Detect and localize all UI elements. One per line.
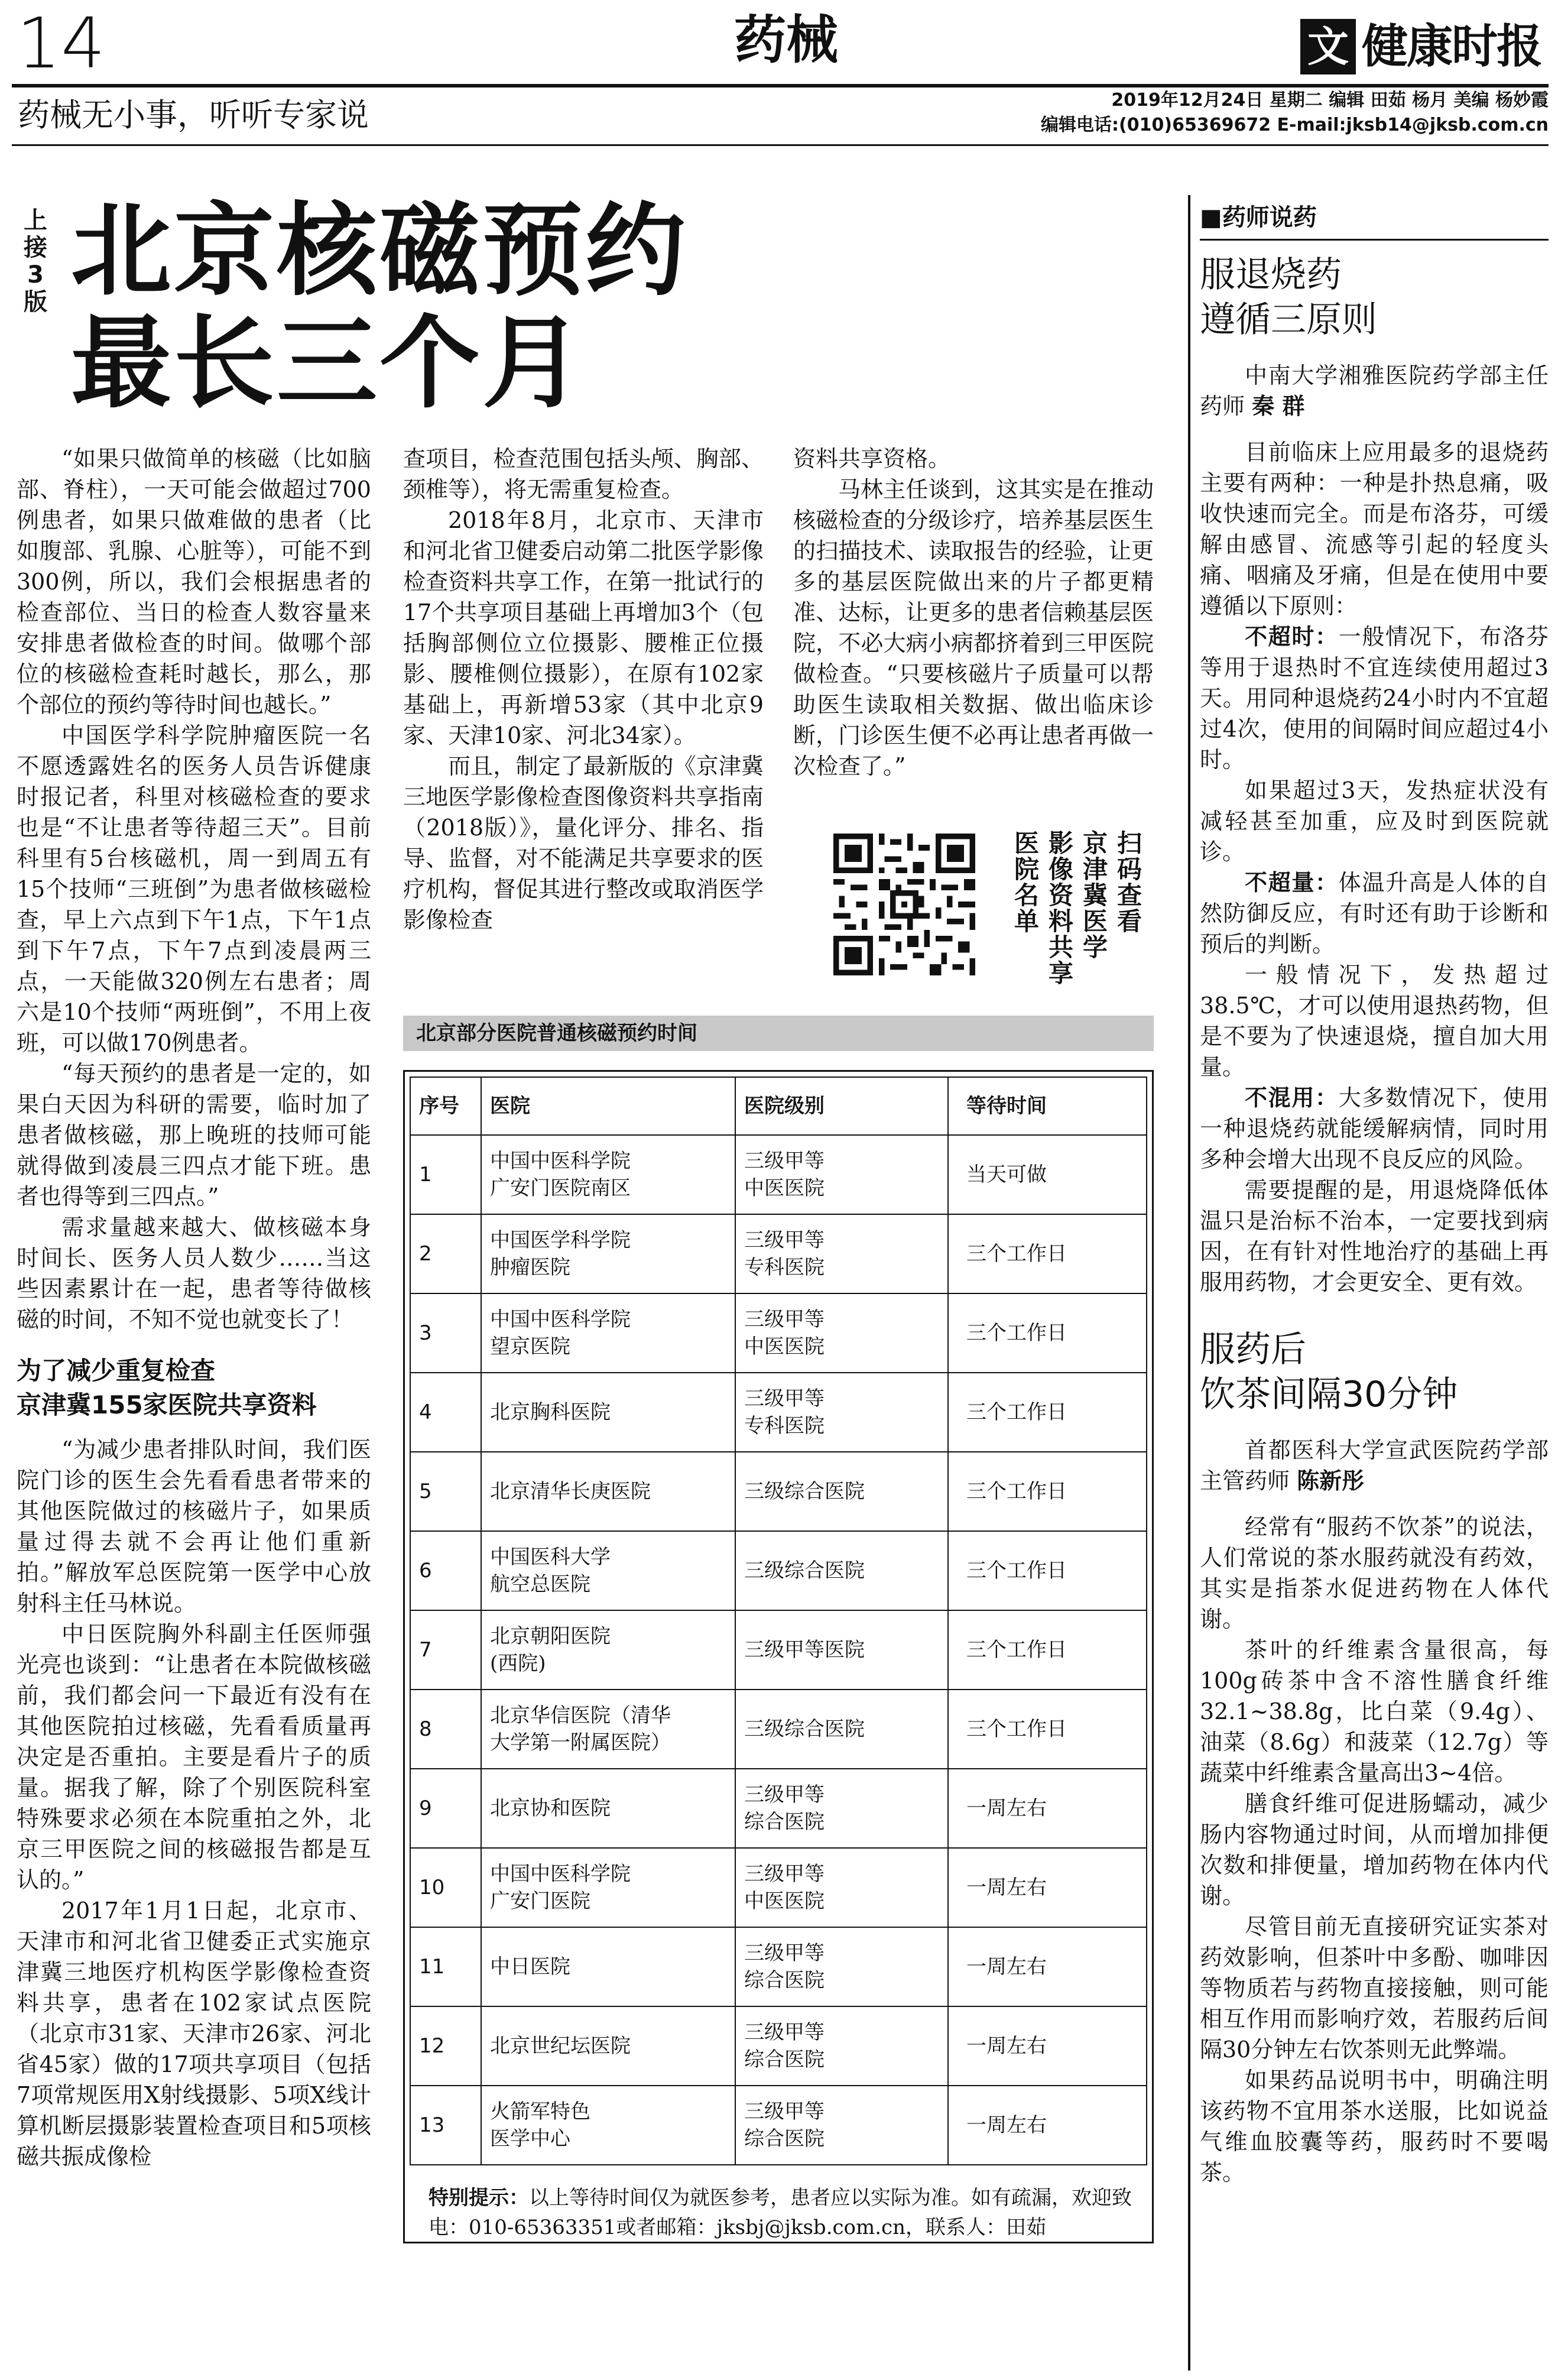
cell-wait: 一周左右	[948, 1769, 1147, 1848]
hospital-level-line: 综合医院	[744, 2127, 825, 2151]
header-level: 医院级别	[735, 1077, 948, 1135]
hospital-name-line: 中国中医科学院	[490, 1149, 631, 1173]
article-paragraph: “如果只做简单的核磁（比如脑部、脊柱），一天可能会做超过700例患者，如果只做难做的患者（比如腹部、乳腺、心脏等），可能不到300例，所以，我们会根据患者的检查部位、当日的检查人数容量来安排患者做检查的时间。做哪个部位的核磁检查耗时越长，那么，那个部位的预约等待时间也越长。”	[17, 446, 371, 718]
article-paragraph	[1200, 867, 1549, 959]
cell-level	[735, 1769, 948, 1848]
cell-wait: 三个工作日	[948, 1452, 1147, 1531]
cell-wait: 三个工作日	[948, 1690, 1147, 1769]
hospital-level-line: 三级甲等	[744, 2100, 825, 2123]
hospital-name-line: 航空总医院	[490, 1572, 590, 1596]
hospital-name-line: 北京协和医院	[490, 1797, 611, 1820]
hospital-level-line: 专科医院	[744, 1414, 825, 1438]
hospital-level-line: 三级甲等	[744, 1862, 825, 1886]
cell-wait: 三个工作日	[948, 1373, 1147, 1452]
hospital-name-line: 中国医学科学院	[490, 1228, 631, 1252]
hospital-level-line: 三级甲等	[744, 1941, 825, 1965]
cell-hospital	[481, 1848, 735, 1927]
article-paragraph: 目前临床上应用最多的退烧药主要有两种：一种是扑热息痛，吸收快速而完全。而是布洛芬，可缓解由感冒、流感等引起的轻度头痛、咽痛及牙痛，但是在使用中要遵循以下原则：	[1200, 439, 1549, 619]
cell-level	[735, 1452, 948, 1531]
hospital-name-line: (西院)	[490, 1652, 546, 1675]
table-row	[410, 1373, 1147, 1452]
hospital-level-line: 三级甲等	[744, 1783, 825, 1807]
subhead-line-1: 为了减少重复检查	[17, 1356, 216, 1385]
cell-level	[735, 2006, 948, 2086]
article-paragraph: 查项目，检查范围包括头颅、胸部、颈椎等），将无需重复检查。	[403, 446, 764, 502]
table-row	[410, 1769, 1147, 1848]
cell-hospital	[481, 1610, 735, 1690]
cell-wait: 三个工作日	[948, 1214, 1147, 1293]
cell-hospital	[481, 1293, 735, 1373]
hospital-name-line: 广安门医院	[490, 1889, 590, 1913]
article-paragraph: “每天预约的患者是一定的，如果白天因为科研的需要，临时加了患者做核磁，那上晚班的技师可能就得做到凌晨三四点才能下班。患者也得等到三四点。”	[17, 1061, 371, 1210]
table-row	[410, 1848, 1147, 1927]
article-paragraph: 2018年8月，北京市、天津市和河北省卫健委启动第二批医学影像检查资料共享工作，在第一批试行的17个共享项目基础上再增加3个（包括胸部侧位立位摄影、腰椎正位摄影、腰椎侧位摄影），在原有102家基础上，再新增53家（其中北京9家、天津10家、河北34家）。	[403, 507, 764, 748]
cell-wait: 一周左右	[948, 1848, 1147, 1927]
continued-from-page-mark	[18, 207, 53, 316]
pharmacist-column	[1200, 201, 1549, 2188]
qr-code-icon[interactable]	[833, 834, 975, 975]
cell-wait: 一周左右	[948, 1927, 1147, 2006]
article-paragraph: 经常有“服药不饮茶”的说法，人们常说的茶水服药就没有药效，其实是指茶水促进药物在人体代谢。	[1200, 1514, 1549, 1632]
table-row	[410, 1135, 1147, 1214]
article-paragraph: 2017年1月1日起，北京市、天津市和河北省卫健委正式实施京津冀三地医疗机构医学影像检查资料共享，患者在102家试点医院（北京市31家、天津市26家、河北省45家）做的17项共享项目（包括7项常规医用X射线摄影、5项X线计算机断层摄影装置检查项目和5项核磁共振成像检	[17, 1898, 371, 2170]
cell-wait: 一周左右	[948, 2006, 1147, 2086]
hospital-name-line: 中国医科大学	[490, 1545, 611, 1569]
table-header-row	[410, 1077, 1147, 1135]
article-1-title	[1200, 252, 1549, 342]
paragraph-text: 体温升高是人体的自然防御反应，有时还有助于诊断和预后的判断。	[1200, 870, 1549, 957]
masthead-rule-lower	[12, 144, 1549, 146]
paragraph-text: 一般情况下，布洛芬等用于退热时不宜连续使用超过3天。用同种退烧药24小时内不宜超过4次，使用的间隔时间应超过4小时。	[1200, 624, 1549, 773]
continued-char: 版	[24, 288, 47, 316]
article-subhead	[17, 1354, 371, 1422]
article-paragraph: 中国医学科学院肿瘤医院一名不愿透露姓名的医务人员告诉健康时报记者，科里对核磁检查的要求也是“不让患者等待超三天”。目前科里有5台核磁机，周一到周五有15个技师“三班倒”为患者做核磁检查，早上六点到下午1点，下午1点到下午7点，下午7点到凌晨两三点，一天能做320例左右患者；周六是10个技师“两班倒”，不用上夜班，可以做170例患者。	[17, 722, 371, 1056]
cell-hospital	[481, 2086, 735, 2165]
article-2-title-line-2: 饮茶间隔30分钟	[1200, 1374, 1458, 1415]
cell-number: 1	[410, 1135, 481, 1214]
qr-caption-col-4: 医院名单	[1014, 829, 1039, 936]
qr-caption-col-2: 京津冀医学	[1082, 829, 1108, 962]
hospital-level-line: 三级甲等医院	[744, 1638, 865, 1662]
table-frame	[403, 1070, 1154, 2243]
date-editor-line: 2019年12月24日 星期二 编辑 田茹 杨月 美编 杨妙霞	[1111, 90, 1549, 111]
hospital-level-line: 三级甲等	[744, 2021, 825, 2044]
subhead-line-2: 京津冀155家医院共享资料	[17, 1390, 317, 1419]
cell-number: 3	[410, 1293, 481, 1373]
table-row	[410, 2086, 1147, 2165]
article-paragraph: 马林主任谈到，这其实是在推动核磁检查的分级诊疗，培养基层医生的扫描技术、读取报告的经验，让更多的基层医院做出来的片子都更精准、达标，让更多的患者信赖基层医院，不必大病小病都挤着到三甲医院做检查。“只要核磁片子质量可以帮助医生读取相关数据、做出临床诊断，门诊医生便不必再让患者再做一次检查了。”	[793, 476, 1154, 779]
hospital-level-line: 中医医院	[744, 1176, 825, 1200]
cell-number: 4	[410, 1373, 481, 1452]
byline-affiliation: 中南大学湘雅医院药学部主任药师	[1200, 362, 1549, 419]
main-headline	[71, 195, 688, 420]
table-row	[410, 1690, 1147, 1769]
article-paragraph: 如果药品说明书中，明确注明该药物不宜用茶水送服，比如说益气维血胶囊等药，服药时不要喝茶。	[1200, 2067, 1549, 2186]
hospital-name-line: 大学第一附属医院）	[490, 1731, 671, 1755]
headline-line-1: 北京核磁预约	[71, 193, 689, 310]
header-hospital: 医院	[481, 1077, 735, 1135]
cell-hospital	[481, 2006, 735, 2086]
cell-wait: 三个工作日	[948, 1610, 1147, 1690]
newspaper-logo	[1300, 19, 1549, 78]
hospital-level-line: 三级综合医院	[744, 1717, 865, 1741]
article-1-byline	[1200, 360, 1549, 421]
mri-wait-table	[410, 1076, 1147, 2165]
article-column-3	[793, 443, 1154, 782]
byline-author: 秦 群	[1252, 393, 1305, 419]
hospital-level-line: 三级综合医院	[744, 1480, 865, 1503]
cell-wait: 三个工作日	[948, 1293, 1147, 1373]
right-column-divider	[1188, 195, 1190, 2371]
hospital-name-line: 中日医院	[490, 1955, 570, 1979]
column-kicker: ■药师说药	[1200, 201, 1549, 241]
hospital-level-line: 三级甲等	[744, 1387, 825, 1411]
table-row	[410, 1927, 1147, 2006]
hospital-level-line: 三级甲等	[744, 1228, 825, 1252]
qr-caption-col-1: 扫码查看	[1116, 829, 1142, 936]
page-number: 14	[17, 2, 106, 84]
article-paragraph: 而且，制定了最新版的《京津冀三地医学影像检查图像资料共享指南（2018版）》，量化评分、排名、指导、监督，对不能满足共享要求的医疗机构，督促其进行整改或取消医学影像检查	[403, 753, 764, 933]
keyword: 不超时：	[1245, 624, 1339, 650]
continued-char: 3	[27, 261, 44, 288]
hospital-name-line: 广安门医院南区	[490, 1176, 631, 1200]
cell-hospital	[481, 1214, 735, 1293]
article-paragraph: 需求量越来越大、做核磁本身时间长、医务人员人数少……当这些因素累计在一起，患者等待做核磁的时间，不知不觉也就变长了！	[17, 1214, 371, 1332]
cell-wait: 当天可做	[948, 1135, 1147, 1214]
table-row	[410, 1452, 1147, 1531]
hospital-name-line: 望京医院	[490, 1335, 570, 1358]
logo-text: 健康时报	[1362, 20, 1542, 73]
article-1-title-line-2: 遵循三原则	[1200, 299, 1377, 341]
hospital-level-line: 三级甲等	[744, 1308, 825, 1331]
hospital-name-line: 医学中心	[490, 2127, 570, 2151]
article-paragraph: 资料共享资格。	[793, 446, 951, 472]
article-column-1	[17, 443, 371, 2172]
header-number: 序号	[410, 1077, 481, 1135]
hospital-name-line: 北京世纪坛医院	[490, 2034, 631, 2058]
cell-number: 13	[410, 2086, 481, 2165]
cell-number: 8	[410, 1690, 481, 1769]
cell-level	[735, 1610, 948, 1690]
cell-number: 2	[410, 1214, 481, 1293]
cell-number: 5	[410, 1452, 481, 1531]
keyword: 不超量：	[1245, 870, 1339, 896]
hospital-level-line: 综合医院	[744, 1969, 825, 1992]
hospital-name-line: 肿瘤医院	[490, 1256, 570, 1279]
cell-number: 12	[410, 2006, 481, 2086]
article-paragraph: 一般情况下，发热超过38.5℃，才可以使用退热药物，但是不要为了快速退烧，擅自加大用量。	[1200, 962, 1549, 1080]
article-2-byline	[1200, 1435, 1549, 1496]
article-column-2	[403, 443, 764, 935]
cell-level	[735, 2086, 948, 2165]
table-row	[410, 1214, 1147, 1293]
header-wait: 等待时间	[948, 1077, 1147, 1135]
article-paragraph	[1200, 621, 1549, 775]
continued-char: 接	[24, 234, 47, 261]
cell-hospital	[481, 1452, 735, 1531]
article-paragraph: 茶叶的纤维素含量很高，每100g砖茶中含不溶性膳食纤维32.1~38.8g，比白菜（9.4g）、油菜（8.6g）和菠菜（12.7g）等蔬菜中纤维素含量高出3~4倍。	[1200, 1637, 1549, 1786]
article-1-title-line-1: 服退烧药	[1200, 254, 1342, 296]
cell-level	[735, 1135, 948, 1214]
cell-hospital	[481, 1531, 735, 1610]
cell-level	[735, 1848, 948, 1927]
hospital-name-line: 北京胸科医院	[490, 1400, 611, 1424]
table-note-text: 以上等待时间仅为就医参考，患者应以实际为准。如有疏漏，欢迎致电：010-65363351或者邮箱：jksbj@jksb.com.cn，联系人：田茹	[429, 2186, 1132, 2239]
cell-hospital	[481, 1690, 735, 1769]
table-row	[410, 2006, 1147, 2086]
hospital-name-line: 中国中医科学院	[490, 1308, 631, 1331]
cell-hospital	[481, 1769, 735, 1848]
cell-number: 7	[410, 1610, 481, 1690]
cell-level	[735, 1690, 948, 1769]
hospital-level-line: 专科医院	[744, 1256, 825, 1279]
table-row	[410, 1293, 1147, 1373]
article-paragraph: 尽管目前无直接研究证实茶对药效影响，但茶叶中多酚、咖啡因等物质若与药物直接接触，则可能相互作用而影响疗效，若服药后间隔30分钟左右饮茶则无此弊端。	[1200, 1914, 1549, 2063]
continued-char: 上	[24, 207, 47, 234]
article-paragraph: 中日医院胸外科副主任医师强光亮也谈到：“让患者在本院做核磁前，我们都会问一下最近有没有在其他医院拍过核磁，先看看质量再决定是否重拍。主要是看片子的质量。据我了解，除了个别医院科室特殊要求必须在本院重拍之外，北京三甲医院之间的核磁报告都是互认的。”	[17, 1621, 371, 1893]
byline-author: 陈新彤	[1297, 1468, 1365, 1494]
keyword: 不混用：	[1245, 1085, 1339, 1111]
article-2-title-line-1: 服药后	[1200, 1329, 1306, 1370]
section-tagline: 药械无小事，听听专家说	[18, 96, 369, 134]
section-name: 药械	[733, 9, 838, 70]
contact-line: 编辑电话:(010)65369672 E-mail:jksb14@jksb.com.cn	[1041, 115, 1549, 135]
article-paragraph: “为减少患者排队时间，我们医院门诊的医生会先看看患者带来的其他医院做过的核磁片子，如果质量过得去就不会再让他们重新拍。”解放军总医院第一医学中心放射科主任马林说。	[17, 1437, 371, 1616]
headline-line-2: 最长三个月	[71, 305, 586, 422]
cell-level	[735, 1927, 948, 2006]
cell-hospital	[481, 1135, 735, 1214]
hospital-level-line: 综合医院	[744, 2048, 825, 2071]
table-note	[429, 2183, 1132, 2242]
qr-caption-col-3: 影像资料共享	[1048, 829, 1073, 988]
article-paragraph: 膳食纤维可促进肠蠕动，减少肠内容物通过时间，从而增加排便次数和排便量，增加药物在体内代谢。	[1200, 1791, 1549, 1909]
hospital-name-line: 北京朝阳医院	[490, 1625, 611, 1648]
hospital-level-line: 三级综合医院	[744, 1559, 865, 1583]
cell-number: 11	[410, 1927, 481, 2006]
hospital-level-line: 中医医院	[744, 1335, 825, 1358]
cell-level	[735, 1214, 948, 1293]
hospital-name-line: 火箭军特色	[490, 2100, 590, 2123]
hospital-level-line: 综合医院	[744, 1810, 825, 1834]
article-paragraph	[1200, 1082, 1549, 1175]
hospital-name-line: 北京华信医院（清华	[490, 1704, 671, 1727]
cell-level	[735, 1531, 948, 1610]
paragraph-text: 大多数情况下，使用一种退烧药就能缓解病情，同时用多种会增大出现不良反应的风险。	[1200, 1085, 1549, 1172]
cell-hospital	[481, 1927, 735, 2006]
table-row	[410, 1610, 1147, 1690]
cell-number: 9	[410, 1769, 481, 1848]
hospital-name-line: 中国中医科学院	[490, 1862, 631, 1886]
cell-number: 6	[410, 1531, 481, 1610]
table-banner: 北京部分医院普通核磁预约时间	[403, 1016, 1154, 1051]
hospital-level-line: 三级甲等	[744, 1149, 825, 1173]
cell-wait: 一周左右	[948, 2086, 1147, 2165]
article-2-title	[1200, 1327, 1549, 1417]
masthead-rule	[12, 84, 1549, 87]
hospital-level-line: 中医医院	[744, 1889, 825, 1913]
table-row	[410, 1531, 1147, 1610]
cell-level	[735, 1373, 948, 1452]
logo-seal-icon: 文	[1300, 19, 1356, 74]
cell-wait: 三个工作日	[948, 1531, 1147, 1610]
cell-hospital	[481, 1373, 735, 1452]
table-note-label: 特别提示：	[429, 2186, 529, 2210]
hospital-name-line: 北京清华长庚医院	[490, 1480, 651, 1503]
article-paragraph: 需要提醒的是，用退烧降低体温只是治标不治本，一定要找到病因，在有针对性地治疗的基础上再服用药物，才会更安全、更有效。	[1200, 1177, 1549, 1295]
cell-level	[735, 1293, 948, 1373]
cell-number: 10	[410, 1848, 481, 1927]
article-paragraph: 如果超过3天，发热症状没有减轻甚至加重，应及时到医院就诊。	[1200, 777, 1549, 865]
byline-affiliation: 首都医科大学宣武医院药学部主管药师	[1200, 1437, 1549, 1494]
